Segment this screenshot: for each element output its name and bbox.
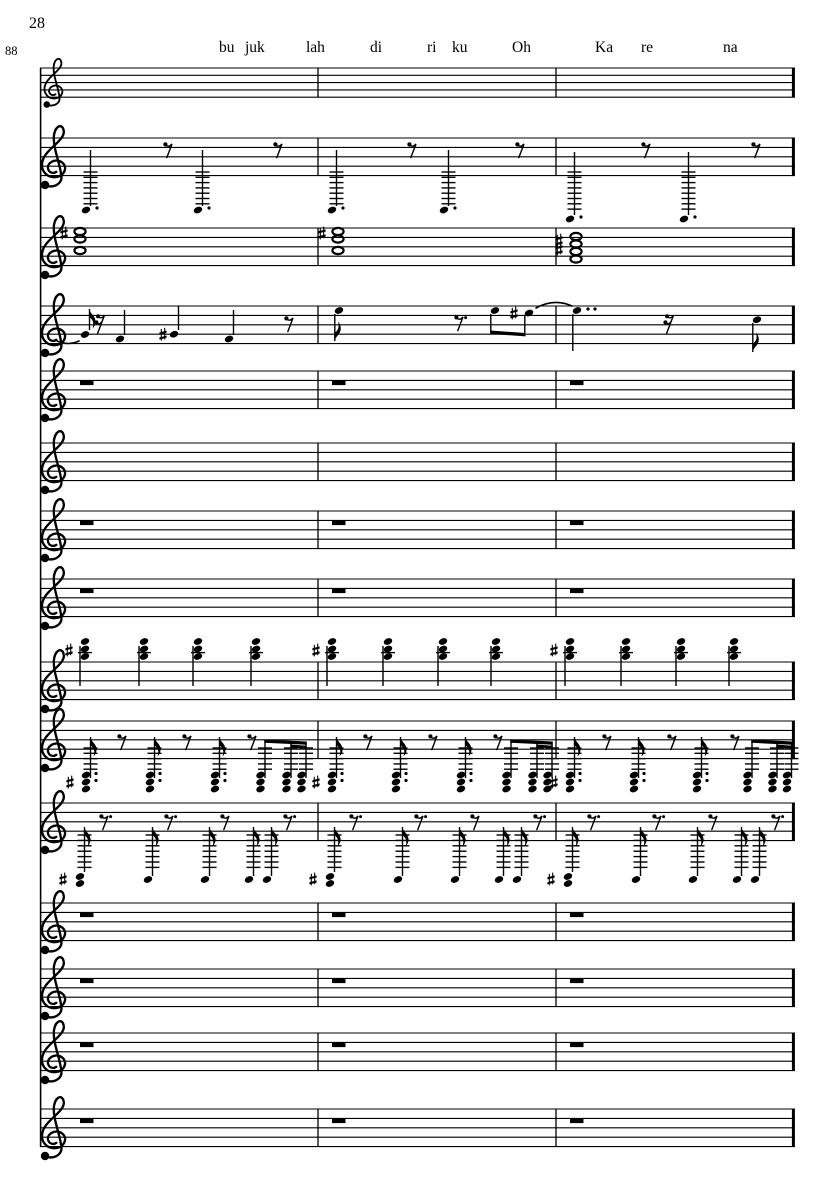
note <box>565 152 583 224</box>
note <box>210 737 227 794</box>
whole-rest <box>570 381 584 385</box>
whole-rest <box>332 913 346 917</box>
whole-rest <box>332 1119 346 1123</box>
note <box>512 827 529 884</box>
r8 <box>641 142 650 157</box>
bar-number: 88 <box>5 44 18 58</box>
beam <box>490 331 525 337</box>
note <box>490 306 500 331</box>
staff-15-rest-staff-7 <box>40 1097 795 1160</box>
r8 <box>363 734 372 749</box>
note <box>631 827 648 884</box>
note <box>393 827 410 884</box>
staff-12-rest-staff-4 <box>40 891 795 954</box>
tie <box>536 302 572 308</box>
lyric-syllable-6: ku <box>452 39 468 56</box>
note <box>81 150 99 215</box>
r8 <box>667 734 676 749</box>
lyric-syllable-9: re <box>641 39 654 56</box>
staff-10-eighth-chord-ostinato <box>40 709 799 793</box>
note <box>327 150 345 215</box>
staff-13-rest-staff-5 <box>40 957 795 1020</box>
r8 <box>273 142 282 157</box>
note <box>550 737 581 794</box>
whole-rest <box>80 1043 94 1047</box>
r8 <box>428 734 437 749</box>
whole-rest <box>332 521 346 525</box>
staff-7-rest-staff-2 <box>40 499 795 562</box>
whole-rest <box>80 913 94 917</box>
whole-rest <box>332 1043 346 1047</box>
note <box>494 827 511 884</box>
lyric-syllable-7: Oh <box>512 39 531 56</box>
staff-4-melody <box>40 294 795 357</box>
r8 <box>284 316 293 331</box>
whole-rest <box>570 1119 584 1123</box>
note <box>318 227 343 254</box>
note <box>439 150 457 215</box>
note <box>547 827 579 888</box>
note <box>501 740 518 794</box>
rehearsal-mark: 28 <box>29 15 45 32</box>
note <box>456 737 473 794</box>
whole-rest <box>332 381 346 385</box>
lyric-syllable-1: bu <box>219 39 235 56</box>
r8 <box>182 734 191 749</box>
whole-rest <box>332 589 346 593</box>
lyric-syllable-3: lah <box>306 39 325 56</box>
note <box>312 737 343 794</box>
staff-9-quarter-chord-stacks <box>40 637 795 713</box>
note <box>732 827 749 884</box>
staff-3-whole-chords <box>40 216 795 279</box>
note <box>450 827 467 884</box>
note <box>679 152 697 224</box>
note <box>572 306 597 351</box>
note <box>145 737 162 794</box>
whole-rest <box>570 1043 584 1047</box>
whole-rest <box>570 979 584 983</box>
note <box>391 737 408 794</box>
r8 <box>493 734 502 749</box>
whole-rest <box>80 521 94 525</box>
note <box>688 827 705 884</box>
r8 <box>407 142 416 157</box>
whole-rest <box>570 589 584 593</box>
note <box>159 306 179 341</box>
whole-rest <box>80 979 94 983</box>
staff-14-rest-staff-6 <box>40 1021 795 1084</box>
r8 <box>163 142 172 157</box>
r16 <box>663 314 673 334</box>
whole-rest <box>332 979 346 983</box>
note <box>692 737 709 794</box>
lyric-syllable-4: di <box>370 39 383 56</box>
staff-2-low-dotted-quarters <box>40 126 795 223</box>
r8 <box>454 315 467 330</box>
note <box>629 737 646 794</box>
r8 <box>751 142 760 157</box>
note <box>244 827 261 884</box>
staff-5-rest-staff-1 <box>40 359 795 422</box>
note <box>334 306 344 341</box>
note <box>60 227 85 254</box>
r8 <box>247 734 256 749</box>
note <box>309 827 341 888</box>
lyrics-line <box>219 39 738 56</box>
lyric-syllable-10: na <box>723 39 738 56</box>
r8 <box>117 734 126 749</box>
note <box>752 315 762 352</box>
note <box>750 827 767 884</box>
note <box>193 150 211 215</box>
note <box>510 307 534 334</box>
note <box>200 827 217 884</box>
note <box>255 740 272 794</box>
whole-rest <box>570 913 584 917</box>
whole-rest <box>80 589 94 593</box>
staff-8-rest-staff-3 <box>40 567 795 630</box>
lyric-syllable-5: ri <box>427 39 437 56</box>
note <box>262 827 279 884</box>
staff-11-low-eighth-ostinato <box>40 791 795 888</box>
staff-1-vocal-empty <box>40 59 795 108</box>
lyric-syllable-2: juk <box>245 39 265 56</box>
r8 <box>730 734 739 749</box>
note <box>742 740 759 794</box>
whole-rest <box>80 1119 94 1123</box>
whole-rest <box>570 521 584 525</box>
staff-6-empty-staff <box>40 431 795 494</box>
note <box>143 827 160 884</box>
whole-rest <box>80 381 94 385</box>
r8 <box>515 142 524 157</box>
r16 <box>94 314 104 334</box>
note <box>66 737 97 794</box>
lyric-syllable-8: Ka <box>595 39 614 56</box>
r8 <box>602 734 611 749</box>
